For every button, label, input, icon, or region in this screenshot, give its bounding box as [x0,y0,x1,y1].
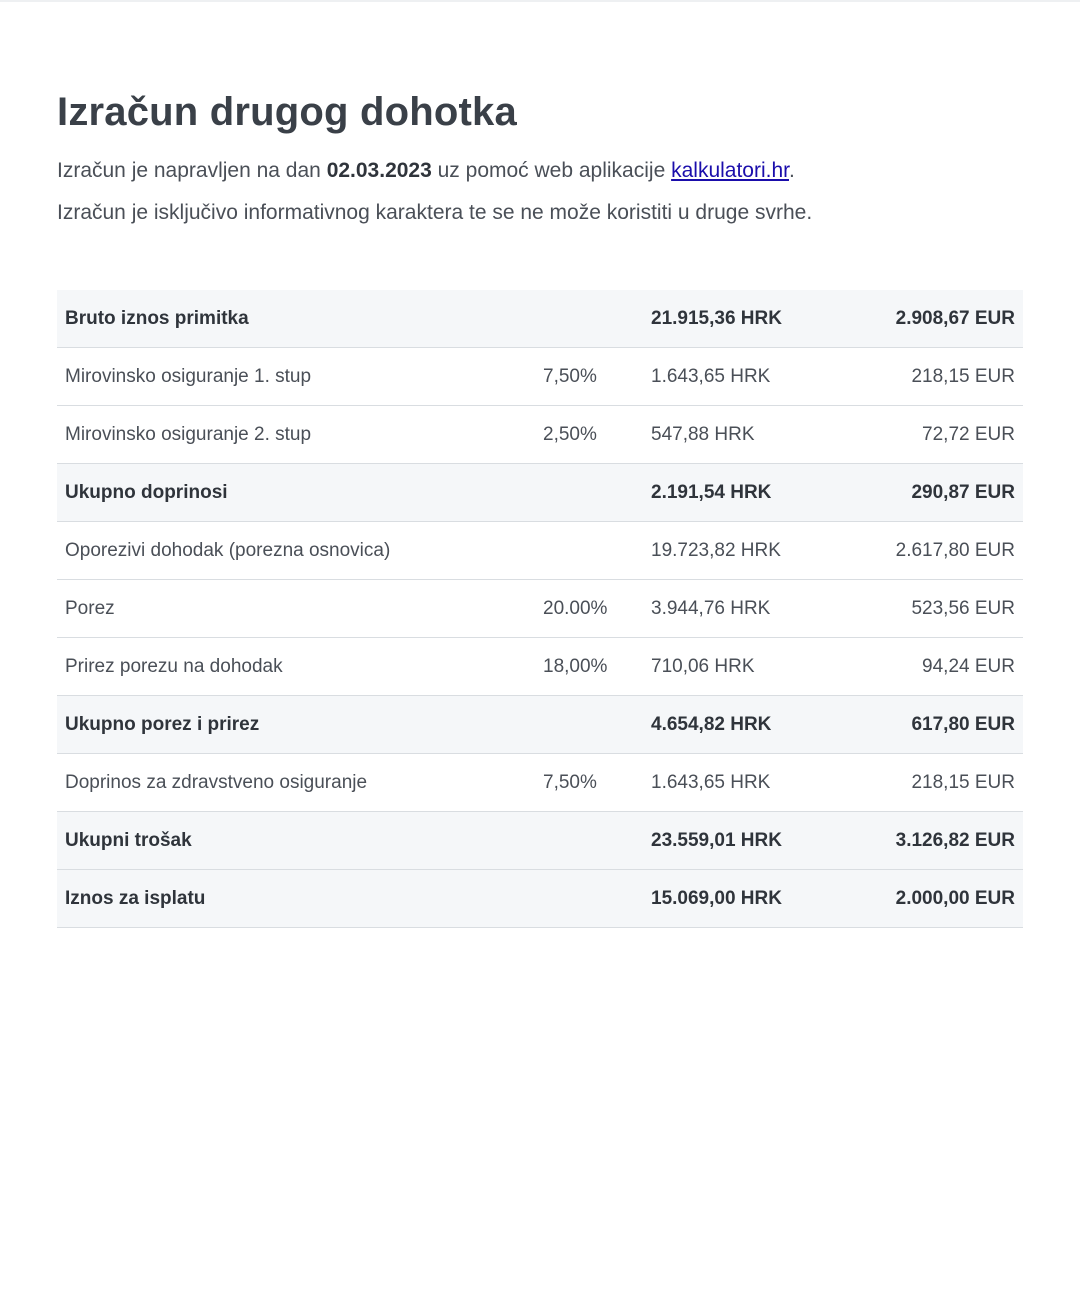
row-amount-eur: 523,56 EUR [839,580,1023,638]
table-row [57,812,1023,870]
row-amount-hrk: 547,88 HRK [643,406,839,464]
row-amount-eur: 290,87 EUR [839,464,1023,522]
calculation-table-body [57,290,1023,928]
calculation-table [57,290,1023,928]
intro-text-after: . [788,159,795,182]
table-row [57,290,1023,348]
row-label: Ukupno doprinosi [57,464,535,522]
row-amount-eur: 3.126,82 EUR [839,812,1023,870]
row-amount-eur: 2.908,67 EUR [839,290,1023,348]
table-row [57,348,1023,406]
table-row [57,522,1023,580]
row-label: Ukupni trošak [57,812,535,870]
row-rate [535,290,643,348]
calculation-date: 02.03.2023 [326,159,432,182]
row-amount-hrk: 1.643,65 HRK [643,348,839,406]
row-rate: 7,50% [535,348,643,406]
row-label: Mirovinsko osiguranje 2. stup [57,406,535,464]
row-amount-hrk: 3.944,76 HRK [643,580,839,638]
intro-text [57,150,1023,234]
row-label: Iznos za isplatu [57,870,535,928]
page-title: Izračun drugog dohotka [57,90,517,134]
row-amount-hrk: 1.643,65 HRK [643,754,839,812]
row-amount-eur: 218,15 EUR [839,754,1023,812]
row-amount-hrk: 2.191,54 HRK [643,464,839,522]
intro-text-before-date: Izračun je napravljen na dan [57,159,327,182]
row-label: Prirez porezu na dohodak [57,638,535,696]
kalkulatori-link[interactable]: kalkulatori.hr [671,159,789,182]
row-label: Porez [57,580,535,638]
header-section [57,88,1023,234]
intro-text-middle: uz pomoć web aplikacije [431,159,672,182]
table-row [57,870,1023,928]
row-rate [535,464,643,522]
row-rate: 7,50% [535,754,643,812]
row-amount-hrk: 23.559,01 HRK [643,812,839,870]
row-amount-hrk: 15.069,00 HRK [643,870,839,928]
table-row [57,696,1023,754]
row-amount-hrk: 4.654,82 HRK [643,696,839,754]
intro-line-1 [57,150,1023,192]
row-rate [535,522,643,580]
row-label: Bruto iznos primitka [57,290,535,348]
row-amount-eur: 2.000,00 EUR [839,870,1023,928]
row-amount-eur: 617,80 EUR [839,696,1023,754]
row-label: Doprinos za zdravstveno osiguranje [57,754,535,812]
row-label: Mirovinsko osiguranje 1. stup [57,348,535,406]
row-rate: 18,00% [535,638,643,696]
top-divider [0,0,1080,2]
row-amount-hrk: 710,06 HRK [643,638,839,696]
row-amount-eur: 94,24 EUR [839,638,1023,696]
table-row [57,638,1023,696]
row-amount-eur: 2.617,80 EUR [839,522,1023,580]
row-rate [535,812,643,870]
table-row [57,464,1023,522]
table-row [57,580,1023,638]
row-amount-eur: 218,15 EUR [839,348,1023,406]
table-row [57,754,1023,812]
row-rate: 2,50% [535,406,643,464]
table-row [57,406,1023,464]
row-rate [535,870,643,928]
row-label: Ukupno porez i prirez [57,696,535,754]
row-amount-hrk: 21.915,36 HRK [643,290,839,348]
row-rate: 20.00% [535,580,643,638]
row-label: Oporezivi dohodak (porezna osnovica) [57,522,535,580]
intro-line-2: Izračun je isključivo informativnog karaktera te se ne može koristiti u druge svrhe. [57,201,813,224]
row-amount-eur: 72,72 EUR [839,406,1023,464]
row-rate [535,696,643,754]
row-amount-hrk: 19.723,82 HRK [643,522,839,580]
